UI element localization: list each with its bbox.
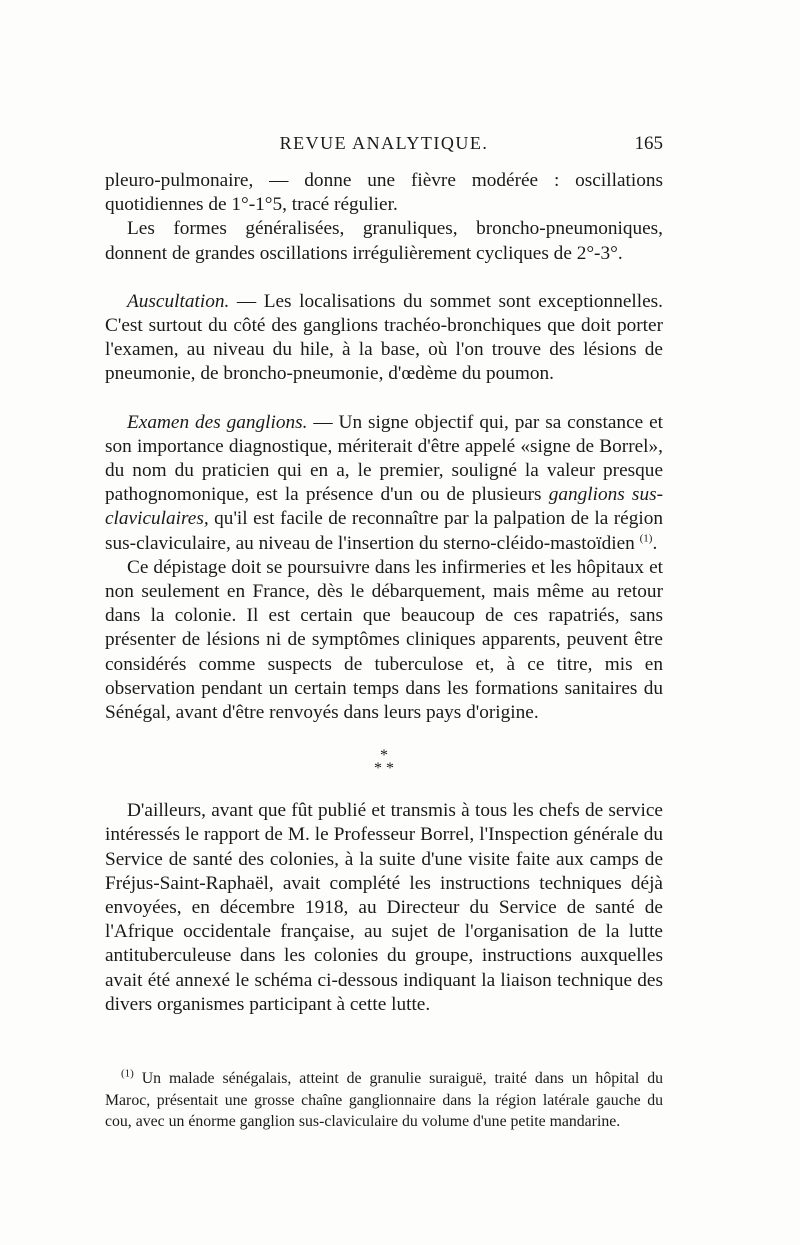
paragraph-generalized-forms: Les formes généralisées, granuliques, broncho-pneumoniques, donnent de grandes oscillations irrégulièrement cycliques de 2°-3°. xyxy=(105,218,663,264)
paragraph-auscultation xyxy=(105,290,663,387)
footnote-marker: (1) xyxy=(121,1067,134,1080)
paragraph-inspection: D'ailleurs, avant que fût publié et transmis à tous les chefs de service intéressés le rapport de M. le Professeur Borrel, l'Inspection générale du Service de santé des colonies, à la suite d'une visite faite aux camps de Fréjus-Saint-Raphaël, avait complété les instructions techniques déjà envoyées, en décembre 1918, au Directeur du Service de santé de l'Afrique occidentale française, au sujet de l'organisation de la lutte antituberculeuse dans les colonies du groupe, instructions auxquelles avait été annexé le schéma ci-dessous indiquant la liaison technique des divers organismes participant à cette lutte. xyxy=(105,800,663,1015)
ganglions-text-b: qu'il est facile de reconnaître par la palpation de la région sus-claviculaire, au niveau de l'insertion du sterno-cléido-mastoïdien xyxy=(105,508,663,554)
asterism-top: * xyxy=(380,747,388,765)
page-header xyxy=(105,133,663,157)
auscultation-text: — Les localisations du sommet sont exceptionnelles. C'est surtout du côté des ganglions trachéo-bronchiques que doit porter l'examen, au niveau du hile, à la base, où l'on trouve des lésions de pneumonie, de broncho-pneumonie, d'œdème du poumon. xyxy=(105,290,663,385)
ganglions-italic-term: ganglions sus-claviculaires, xyxy=(105,484,664,530)
footnote-text: Un malade sénégalais, atteint de granulie suraiguë, traité dans un hôpital du Maroc, présentait une grosse chaîne ganglionnaire dans la région latérale gauche du cou, avec un énorme ganglion sus-claviculaire du volume d'une petite mandarine. xyxy=(105,1070,663,1130)
section-heading-auscultation: Auscultation. xyxy=(127,290,230,312)
footnote-reference: (1) xyxy=(639,532,653,545)
main-text xyxy=(105,169,663,1017)
footnote-text-block xyxy=(105,1068,663,1133)
asterism-bottom: * * xyxy=(374,760,394,778)
paragraph-screening: Ce dépistage doit se poursuivre dans les infirmeries et les hôpitaux et non seulement en France, dès le débarquement, mais même au retour dans la colonie. Il est certain que beaucoup de ces rapatriés, sans présenter de lésions ni de symptômes cliniques apparents, peuvent être considérés comme suspects de tuberculose et, à ce titre, mis en observation pendant un certain temps dans les formations sanitaires du Sénégal, avant d'être renvoyés dans leurs pays d'origine. xyxy=(105,556,663,724)
page-number: 165 xyxy=(634,133,663,154)
paragraph-gap xyxy=(105,387,663,411)
paragraph-continuation: pleuro-pulmonaire, — donne une fièvre modérée : oscillations quotidiennes de 1°-1°5, tracé régulier. xyxy=(105,170,663,216)
section-heading-ganglions: Examen des ganglions. xyxy=(127,411,308,433)
paragraph-gap xyxy=(105,266,663,290)
asterism-separator xyxy=(105,747,663,778)
paragraph-ganglions xyxy=(105,411,663,556)
ganglions-end: . xyxy=(652,532,658,554)
footnote xyxy=(105,1068,663,1133)
running-head: REVUE ANALYTIQUE. xyxy=(279,133,489,153)
ganglions-text-a: — Un signe objectif qui, par sa constance et son importance diagnostique, mériterait d'être appelé «signe de Borrel», du nom du praticien qui en a, le premier, souligné la valeur presque pathognomonique, est la présence d'un ou de plusieurs xyxy=(105,411,663,506)
